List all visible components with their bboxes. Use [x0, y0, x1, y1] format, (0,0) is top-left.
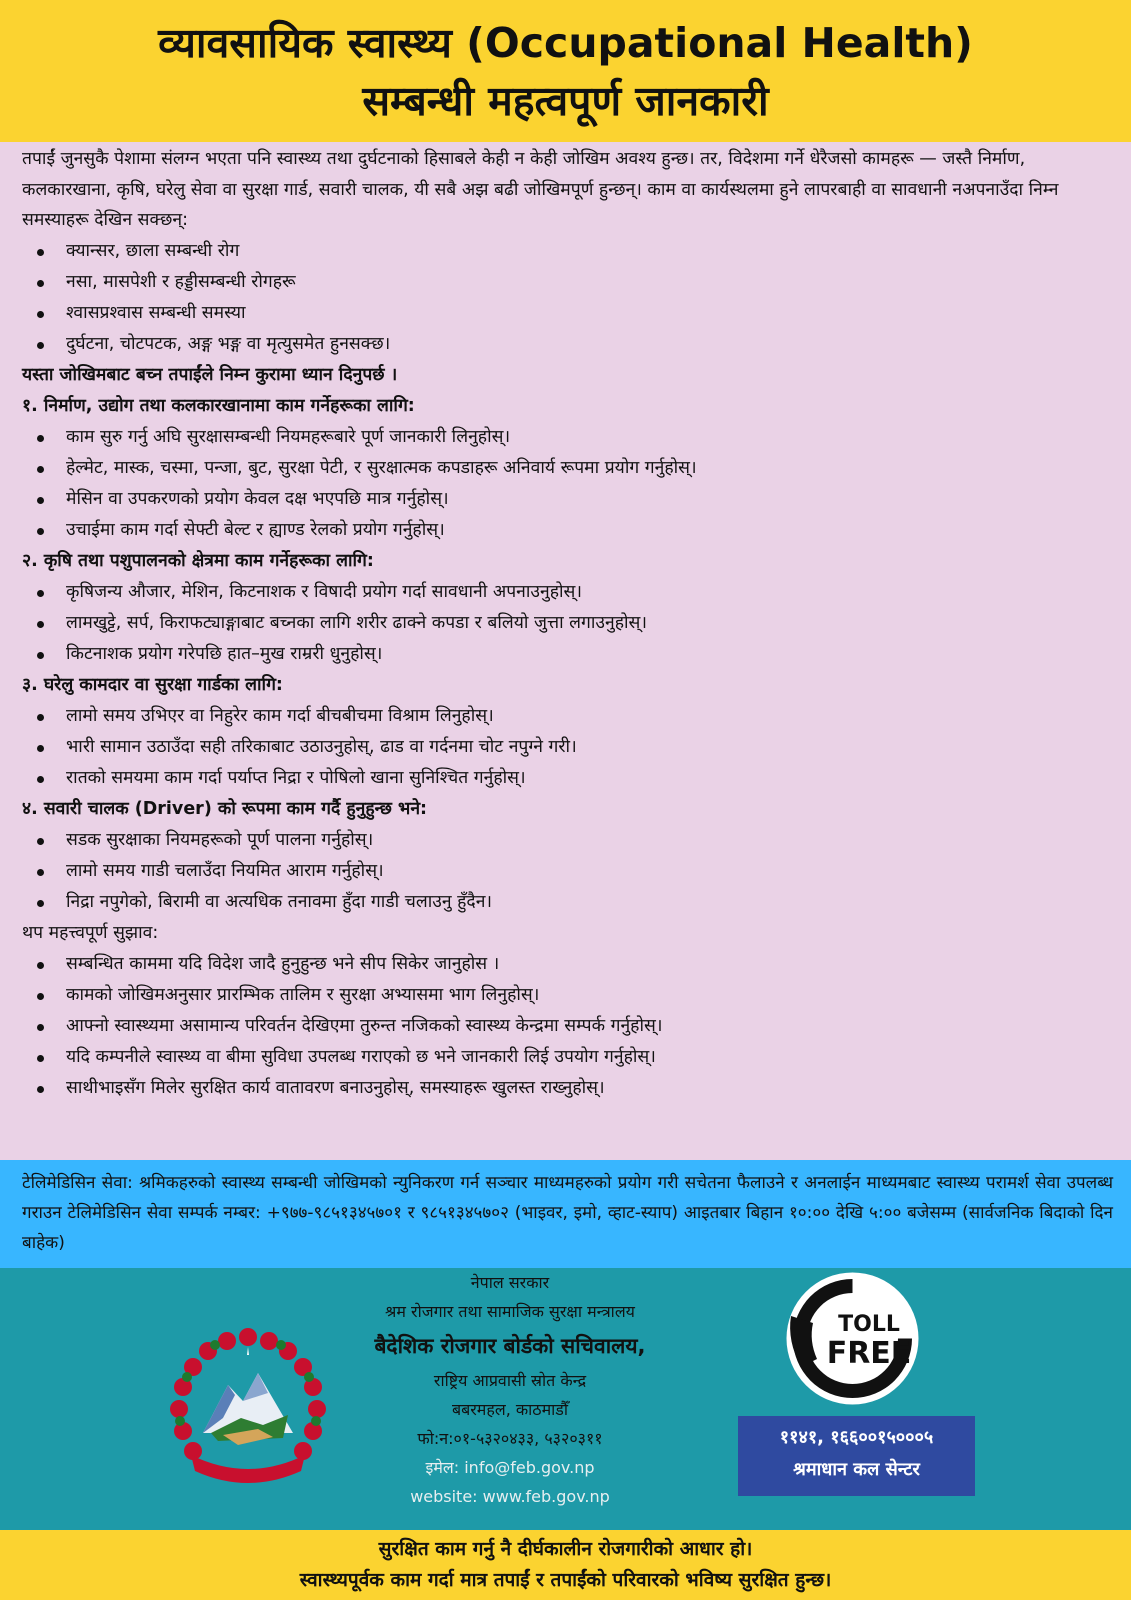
section2-heading: २. कृषि तथा पशुपालनको क्षेत्रमा काम गर्नेहरूका लागि:: [22, 550, 374, 571]
section1-heading: १. निर्माण, उद्योग तथा कलकारखानामा काम गर्नेहरूका लागि:: [22, 395, 415, 416]
section4-heading: ४. सवारी चालक (Driver) को रूपमा काम गर्दै हुनुहुन्छ भने:: [22, 798, 428, 819]
phone-numbers: फो:न:०१-५३२०४३३, ५३२०३११: [417, 1429, 603, 1448]
list-item: लामो समय उभिएर वा निहुरेर काम गर्दा बीचबीचमा विश्राम लिनुहोस्।: [22, 701, 1112, 732]
toll-text: TOLL: [838, 1312, 900, 1337]
list-item: रातको समयमा काम गर्दा पर्याप्त निद्रा र पोषिलो खाना सुनिश्चित गर्नुहोस्।: [22, 763, 1112, 794]
list-item: हेल्मेट, मास्क, चस्मा, पन्जा, बुट, सुरक्षा पेटी, र सुरक्षात्मक कपडाहरू अनिवार्य रूपमा प्रयोग गर्नुहोस्।: [22, 453, 1112, 484]
ministry-name: श्रम रोजगार तथा सामाजिक सुरक्षा मन्त्रालय: [385, 1302, 635, 1321]
board-name: बैदेशिक रोजगार बोर्डको सचिवालय,: [374, 1334, 646, 1358]
telemedicine-notice: टेलिमेडिसिन सेवा: श्रमिकहरुको स्वास्थ्य सम्बन्धी जोखिमको न्युनिकरण गर्न सञ्चार माध्यमहरुको प्रयोग गरी सचेतना फैलाउने र अनलाईन माध्यमबाट स्वास्थ्य परामर्श सेवा उपलब्ध गराउन टेलिमेडिसिन सेवा सम्पर्क नम्बर: +९७७-९८५१३४५७०१ र ९८५१३४५७०२ (भाइवर, इमो, व्हाट-स्याप) आइतबार बिहान १०:०० देखि ५:०० बजेसम्म (सार्वजनिक बिदाको दिन बाहेक): [0, 1160, 1131, 1268]
section1-list: [22, 422, 1112, 546]
extra-list: [22, 949, 1112, 1104]
main-content: [22, 144, 1112, 1159]
govt-name: नेपाल सरकार: [470, 1273, 550, 1292]
address: बबरमहल, काठमाडौँ: [451, 1400, 569, 1419]
section3-heading: ३. घरेलु कामदार वा सुरक्षा गार्डका लागि:: [22, 674, 283, 695]
website-link[interactable]: website: www.feb.gov.np: [410, 1487, 610, 1506]
extra-heading: थप महत्त्वपूर्ण सुझाव:: [22, 922, 159, 943]
list-item: श्वासप्रश्वास सम्बन्धी समस्या: [22, 298, 1112, 329]
hotline-box: [738, 1416, 975, 1496]
hotline-label: श्रमाधान कल सेन्टर: [793, 1459, 920, 1480]
hotline-numbers: ११४१, १६६००१५०००५: [779, 1427, 934, 1448]
list-item: लामो समय गाडी चलाउँदा नियमित आराम गर्नुहोस्।: [22, 856, 1112, 887]
title-banner: [0, 0, 1131, 142]
list-item: काम सुरु गर्नु अघि सुरक्षासम्बन्धी नियमहरूबारे पूर्ण जानकारी लिनुहोस्।: [22, 422, 1112, 453]
section4-list: [22, 825, 1112, 918]
page-title-line2: सम्बन्धी महत्वपूर्ण जानकारी: [362, 77, 769, 125]
list-item: लामखुट्टे, सर्प, किराफट्याङ्गाबाट बच्नका लागि शरीर ढाक्ने कपडा र बलियो जुत्ता लगाउनुहोस्।: [22, 608, 1112, 639]
list-item: आफ्नो स्वास्थ्यमा असामान्य परिवर्तन देखिएमा तुरुन्त नजिकको स्वास्थ्य केन्द्रमा सम्पर्क गर्नुहोस्।: [22, 1011, 1112, 1042]
contact-panel: [0, 1268, 1131, 1530]
section3-list: [22, 701, 1112, 794]
list-item: नसा, मासपेशी र हड्डीसम्बन्धी रोगहरू: [22, 267, 1112, 298]
list-item: साथीभाइसँग मिलेर सुरक्षित कार्य वातावरण बनाउनुहोस्, समस्याहरू खुलस्त राख्नुहोस्।: [22, 1073, 1112, 1104]
list-item: भारी सामान उठाउँदा सही तरिकाबाट उठाउनुहोस्, ढाड वा गर्दनमा चोट नपुग्ने गरी।: [22, 732, 1112, 763]
section2-list: [22, 577, 1112, 670]
footer-line1: सुरक्षित काम गर्नु नै दीर्घकालीन रोजगारीको आधार हो।: [378, 1538, 753, 1560]
intro-paragraph: तपाईं जुनसुकै पेशामा संलग्न भएता पनि स्वास्थ्य तथा दुर्घटनाको हिसाबले केही न केही जोखिम अवश्य हुन्छ। तर, विदेशमा गर्ने धेरैजसो कामहरू — जस्तै निर्माण, कलकारखाना, कृषि, घरेलु सेवा वा सुरक्षा गार्ड, सवारी चालक, यी सबै अझ बढी जोखिमपूर्ण हुन्छन्। काम वा कार्यस्थलमा हुने लापरबाही वा सावधानी नअपनाउँदा निम्न समस्याहरू देखिन सक्छन्:: [22, 149, 1059, 230]
list-item: किटनाशक प्रयोग गरेपछि हात–मुख राम्ररी धुनुहोस्।: [22, 639, 1112, 670]
nepal-emblem-icon: [163, 1323, 333, 1493]
list-item: निद्रा नपुगेको, बिरामी वा अत्यधिक तनावमा हुँदा गाडी चलाउनु हुँदैन।: [22, 887, 1112, 918]
center-name: राष्ट्रिय आप्रवासी स्रोत केन्द्र: [433, 1371, 587, 1390]
list-item: कामको जोखिमअनुसार प्रारम्भिक तालिम र सुरक्षा अभ्यासमा भाग लिनुहोस्।: [22, 980, 1112, 1011]
list-item: क्यान्सर, छाला सम्बन्धी रोग: [22, 236, 1112, 267]
email-link[interactable]: इमेल: info@feb.gov.np: [425, 1458, 595, 1477]
ministry-info: [310, 1268, 710, 1511]
free-text: FREE: [826, 1336, 912, 1371]
advice-heading: यस्ता जोखिमबाट बच्न तपाईंले निम्न कुरामा ध्यान दिनुपर्छ ।: [22, 364, 398, 385]
list-item: सम्बन्धित काममा यदि विदेश जादै हुनुहुन्छ भने सीप सिकेर जानुहोस ।: [22, 949, 1112, 980]
footer-banner: [0, 1530, 1131, 1600]
list-item: सडक सुरक्षाका नियमहरूको पूर्ण पालना गर्नुहोस्।: [22, 825, 1112, 856]
list-item: दुर्घटना, चोटपटक, अङ्ग भङ्ग वा मृत्युसमेत हुनसक्छ।: [22, 329, 1112, 360]
list-item: कृषिजन्य औजार, मेशिन, किटनाशक र विषादी प्रयोग गर्दा सावधानी अपनाउनुहोस्।: [22, 577, 1112, 608]
footer-line2: स्वास्थ्यपूर्वक काम गर्दा मात्र तपाईं र तपाईंको परिवारको भविष्य सुरक्षित हुन्छ।: [299, 1569, 832, 1591]
risk-list: [22, 236, 1112, 360]
toll-free-phone-icon: [785, 1271, 920, 1406]
list-item: यदि कम्पनीले स्वास्थ्य वा बीमा सुविधा उपलब्ध गराएको छ भने जानकारी लिई उपयोग गर्नुहोस्।: [22, 1042, 1112, 1073]
list-item: उचाईमा काम गर्दा सेफ्टी बेल्ट र ह्याण्ड रेलको प्रयोग गर्नुहोस्।: [22, 515, 1112, 546]
page-title-line1: व्यावसायिक स्वास्थ्य (Occupational Health): [158, 19, 973, 67]
list-item: मेसिन वा उपकरणको प्रयोग केवल दक्ष भएपछि मात्र गर्नुहोस्।: [22, 484, 1112, 515]
